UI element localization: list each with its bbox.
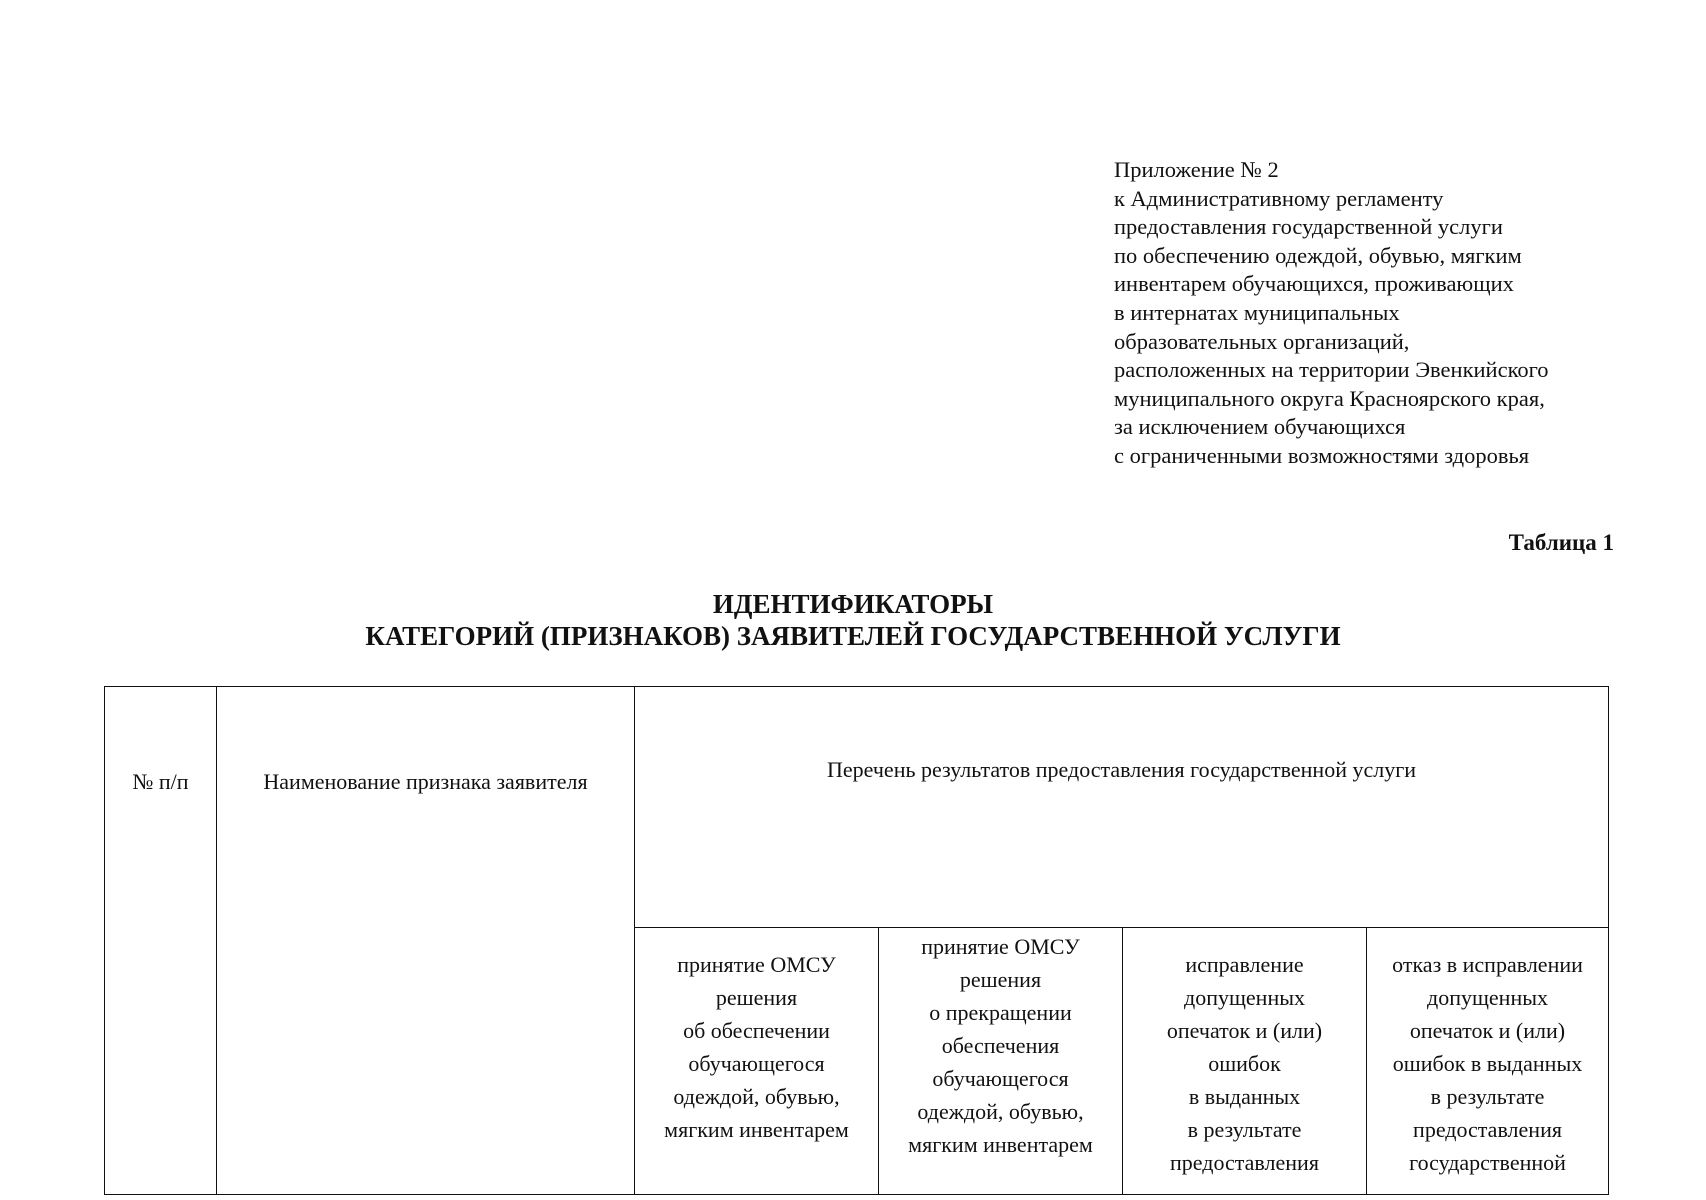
result-cell bbox=[1123, 928, 1367, 1195]
result-line: мягким инвентарем bbox=[908, 1132, 1093, 1157]
appendix-line: за исключением обучающихся bbox=[1114, 414, 1406, 440]
appendix-line: с ограниченными возможностями здоровья bbox=[1114, 442, 1530, 468]
appendix-line: муниципального округа Красноярского края, bbox=[1114, 385, 1545, 411]
result-line: о прекращении bbox=[929, 1000, 1072, 1025]
result-line: исправление bbox=[1185, 952, 1304, 977]
appendix-line: предоставления государственной услуги bbox=[1114, 214, 1503, 240]
result-line: предоставления bbox=[1170, 1150, 1319, 1175]
appendix-line: в интернатах муниципальных bbox=[1114, 299, 1400, 325]
header-number bbox=[105, 687, 217, 1195]
result-line: принятие ОМСУ bbox=[677, 952, 836, 977]
table-header-row bbox=[105, 687, 1609, 928]
result-line: решения bbox=[959, 967, 1042, 992]
result-line: обучающегося bbox=[688, 1051, 825, 1076]
result-line: одеждой, обувью, bbox=[673, 1084, 840, 1109]
appendix-line: к Административному регламенту bbox=[1114, 185, 1444, 211]
result-line: отказ в исправлении bbox=[1392, 952, 1583, 977]
result-line: одеждой, обувью, bbox=[917, 1099, 1084, 1124]
appendix-line: образовательных организаций, bbox=[1114, 328, 1410, 354]
appendix-line: инвентарем обучающихся, проживающих bbox=[1114, 271, 1514, 297]
header-attribute-name bbox=[217, 687, 635, 1195]
result-line: обучающегося bbox=[932, 1066, 1069, 1091]
result-line: обеспечения bbox=[941, 1033, 1060, 1058]
result-line: об обеспечении bbox=[683, 1018, 830, 1043]
document-title bbox=[0, 588, 1706, 652]
result-line: ошибок bbox=[1208, 1051, 1281, 1076]
header-number-label: № п/п bbox=[132, 769, 189, 794]
appendix-block bbox=[1114, 156, 1634, 471]
result-line: опечаток и (или) bbox=[1409, 1018, 1566, 1043]
appendix-line: Приложение № 2 bbox=[1114, 157, 1279, 182]
result-line: предоставления bbox=[1413, 1117, 1562, 1142]
result-line: ошибок в выданных bbox=[1392, 1051, 1583, 1076]
result-line: государственной bbox=[1409, 1150, 1566, 1175]
appendix-line: расположенных на территории Эвенкийского bbox=[1114, 357, 1549, 383]
result-line: в результате bbox=[1430, 1084, 1545, 1109]
header-results-label: Перечень результатов предоставления государственной услуги bbox=[827, 757, 1417, 782]
result-line: допущенных bbox=[1184, 985, 1305, 1010]
result-line: допущенных bbox=[1427, 985, 1548, 1010]
result-line: решения bbox=[715, 985, 798, 1010]
result-cell bbox=[879, 928, 1123, 1195]
result-cell bbox=[635, 928, 879, 1195]
title-line-1: ИДЕНТИФИКАТОРЫ bbox=[712, 589, 994, 619]
appendix-line: по обеспечению одеждой, обувью, мягким bbox=[1114, 242, 1522, 268]
identifiers-table bbox=[104, 686, 1609, 1195]
title-line-2: КАТЕГОРИЙ (ПРИЗНАКОВ) ЗАЯВИТЕЛЕЙ ГОСУДАРСТВЕННОЙ УСЛУГИ bbox=[365, 621, 1341, 651]
result-line: в результате bbox=[1187, 1117, 1302, 1142]
result-line: мягким инвентарем bbox=[664, 1117, 849, 1142]
table-label: Таблица 1 bbox=[1508, 530, 1614, 555]
result-line: в выданных bbox=[1188, 1084, 1301, 1109]
result-line: принятие ОМСУ bbox=[921, 934, 1080, 959]
header-results bbox=[635, 687, 1609, 928]
header-attribute-name-label: Наименование признака заявителя bbox=[263, 769, 588, 794]
result-cell bbox=[1367, 928, 1609, 1195]
result-line: опечаток и (или) bbox=[1166, 1018, 1323, 1043]
